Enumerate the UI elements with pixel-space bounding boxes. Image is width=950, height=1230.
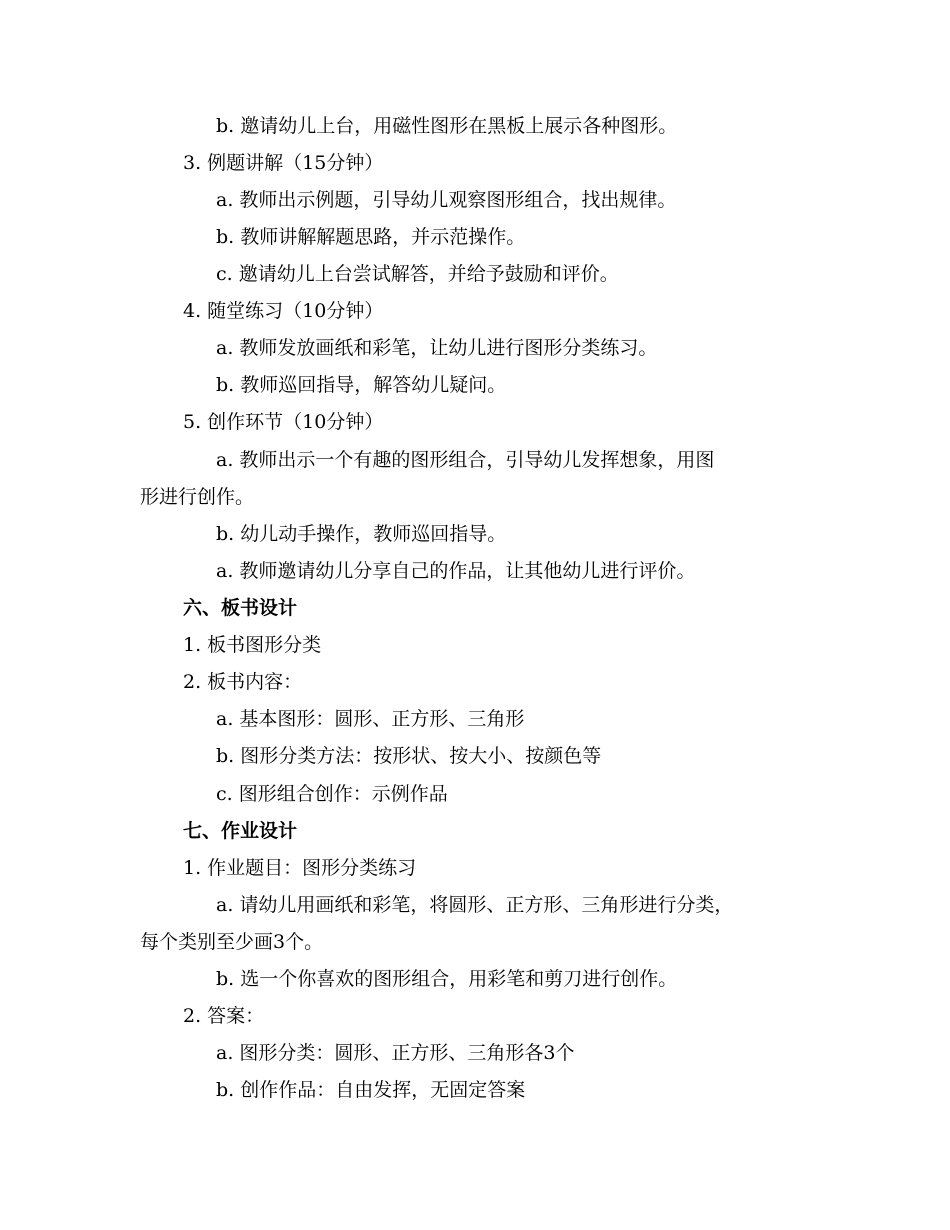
text-line: a. 教师发放画纸和彩笔，让幼儿进行图形分类练习。 [216, 337, 658, 359]
text-line: c. 邀请幼儿上台尝试解答，并给予鼓励和评价。 [216, 263, 619, 285]
section-heading: 七、作业设计 [183, 820, 298, 842]
list-item-heading: 1. 板书图形分类 [183, 634, 322, 656]
list-item-heading: 5. 创作环节（10分钟） [183, 411, 384, 433]
text-line: a. 教师邀请幼儿分享自己的作品，让其他幼儿进行评价。 [216, 560, 696, 582]
list-item-heading: 1. 作业题目：图形分类练习 [183, 857, 417, 879]
text-line: a. 教师出示例题，引导幼儿观察图形组合，找出规律。 [216, 189, 677, 211]
text-line-continuation: 形进行创作。 [140, 486, 255, 508]
text-line-continuation: 每个类别至少画3个。 [140, 931, 324, 953]
text-line: b. 幼儿动手操作，教师巡回指导。 [216, 523, 507, 545]
text-line: b. 选一个你喜欢的图形组合，用彩笔和剪刀进行创作。 [216, 968, 678, 990]
text-line: b. 邀请幼儿上台，用磁性图形在黑板上展示各种图形。 [216, 115, 678, 137]
text-line: c. 图形组合创作：示例作品 [216, 783, 448, 805]
list-item-heading: 4. 随堂练习（10分钟） [183, 300, 384, 322]
text-line: b. 图形分类方法：按形状、按大小、按颜色等 [216, 745, 602, 767]
list-item-heading: 3. 例题讲解（15分钟） [183, 152, 384, 174]
section-heading: 六、板书设计 [183, 597, 298, 619]
text-line: a. 图形分类：圆形、正方形、三角形各3个 [216, 1042, 575, 1064]
list-item-heading: 2. 板书内容： [183, 671, 303, 693]
text-line: b. 教师讲解解题思路，并示范操作。 [216, 226, 526, 248]
text-line: b. 创作作品：自由发挥，无固定答案 [216, 1079, 526, 1101]
text-line: a. 请幼儿用画纸和彩笔，将圆形、正方形、三角形进行分类， [216, 894, 734, 916]
text-line: b. 教师巡回指导，解答幼儿疑问。 [216, 374, 507, 396]
text-line: a. 教师出示一个有趣的图形组合，引导幼儿发挥想象，用图 [216, 449, 715, 471]
text-line: a. 基本图形：圆形、正方形、三角形 [216, 708, 525, 730]
list-item-heading: 2. 答案： [183, 1005, 265, 1027]
